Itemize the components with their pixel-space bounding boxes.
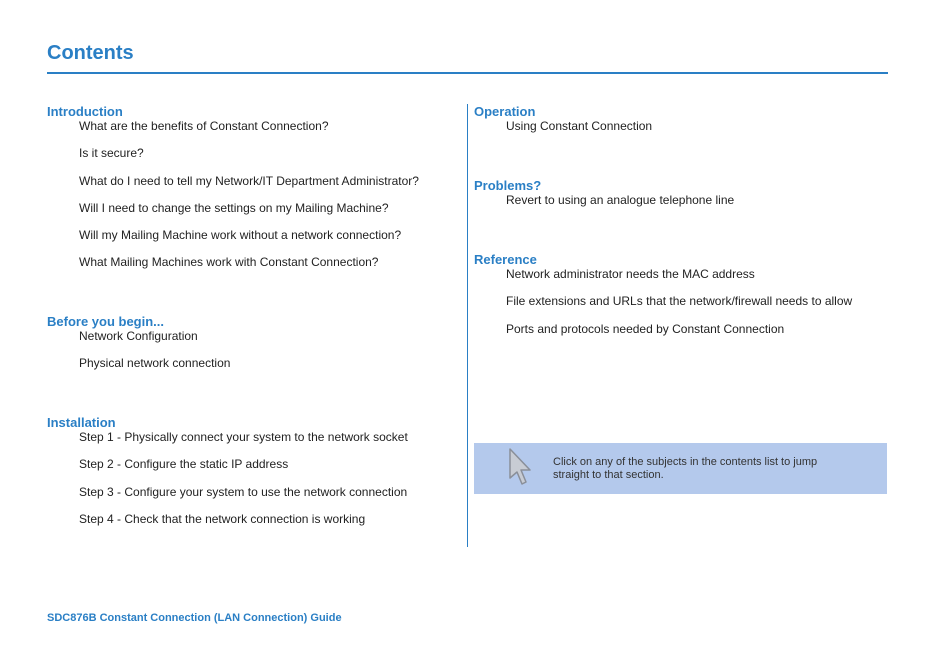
section-before-you-begin (47, 315, 457, 384)
section-heading-introduction[interactable]: Introduction (47, 104, 123, 119)
column-divider (467, 104, 468, 547)
section-operation (474, 105, 889, 146)
toc-item-revert-analogue[interactable]: Revert to using an analogue telephone line (506, 193, 735, 207)
toc-item-which-machines[interactable]: What Mailing Machines work with Constant Connection? (79, 255, 379, 270)
section-heading-installation[interactable]: Installation (47, 415, 116, 430)
section-introduction (47, 105, 457, 283)
toc-item-step-4[interactable]: Step 4 - Check that the network connection is working (79, 511, 366, 526)
tip-text: Click on any of the subjects in the contents list to jump straight to that section. (553, 456, 818, 481)
page-title: Contents (47, 42, 134, 64)
toc-item-file-extensions[interactable]: File extensions and URLs that the network/firewall needs to allow (506, 294, 853, 309)
toc-item-change-settings[interactable]: Will I need to change the settings on my Mailing Machine? (79, 200, 389, 215)
toc-item-benefits[interactable]: What are the benefits of Constant Connection? (79, 119, 329, 133)
section-installation (47, 416, 457, 539)
toc-item-physical-connection[interactable]: Physical network connection (79, 356, 231, 371)
section-heading-reference[interactable]: Reference (474, 252, 537, 267)
tip-box (474, 443, 887, 494)
toc-item-step-2[interactable]: Step 2 - Configure the static IP address (79, 457, 289, 472)
toc-item-secure[interactable]: Is it secure? (79, 146, 144, 161)
toc-item-without-network[interactable]: Will my Mailing Machine work without a network connection? (79, 228, 402, 243)
toc-item-using-constant-connection[interactable]: Using Constant Connection (506, 119, 653, 133)
section-heading-before-you-begin[interactable]: Before you begin... (47, 314, 165, 329)
toc-item-step-1[interactable]: Step 1 - Physically connect your system to the network socket (79, 430, 408, 444)
toc-item-tell-admin[interactable]: What do I need to tell my Network/IT Department Administrator? (79, 173, 419, 188)
mouse-pointer-icon (508, 447, 534, 487)
section-heading-problems[interactable]: Problems? (474, 178, 542, 193)
toc-item-mac-address[interactable]: Network administrator needs the MAC address (506, 267, 755, 281)
footer-document-title: SDC876B Constant Connection (LAN Connection) Guide (47, 612, 342, 624)
title-rule (47, 72, 888, 74)
section-heading-operation[interactable]: Operation (474, 104, 536, 119)
toc-item-step-3[interactable]: Step 3 - Configure your system to use the network connection (79, 484, 408, 499)
toc-item-network-configuration[interactable]: Network Configuration (79, 329, 198, 343)
section-reference (474, 253, 889, 349)
toc-item-ports-protocols[interactable]: Ports and protocols needed by Constant Connection (506, 321, 785, 336)
section-problems (474, 179, 889, 220)
